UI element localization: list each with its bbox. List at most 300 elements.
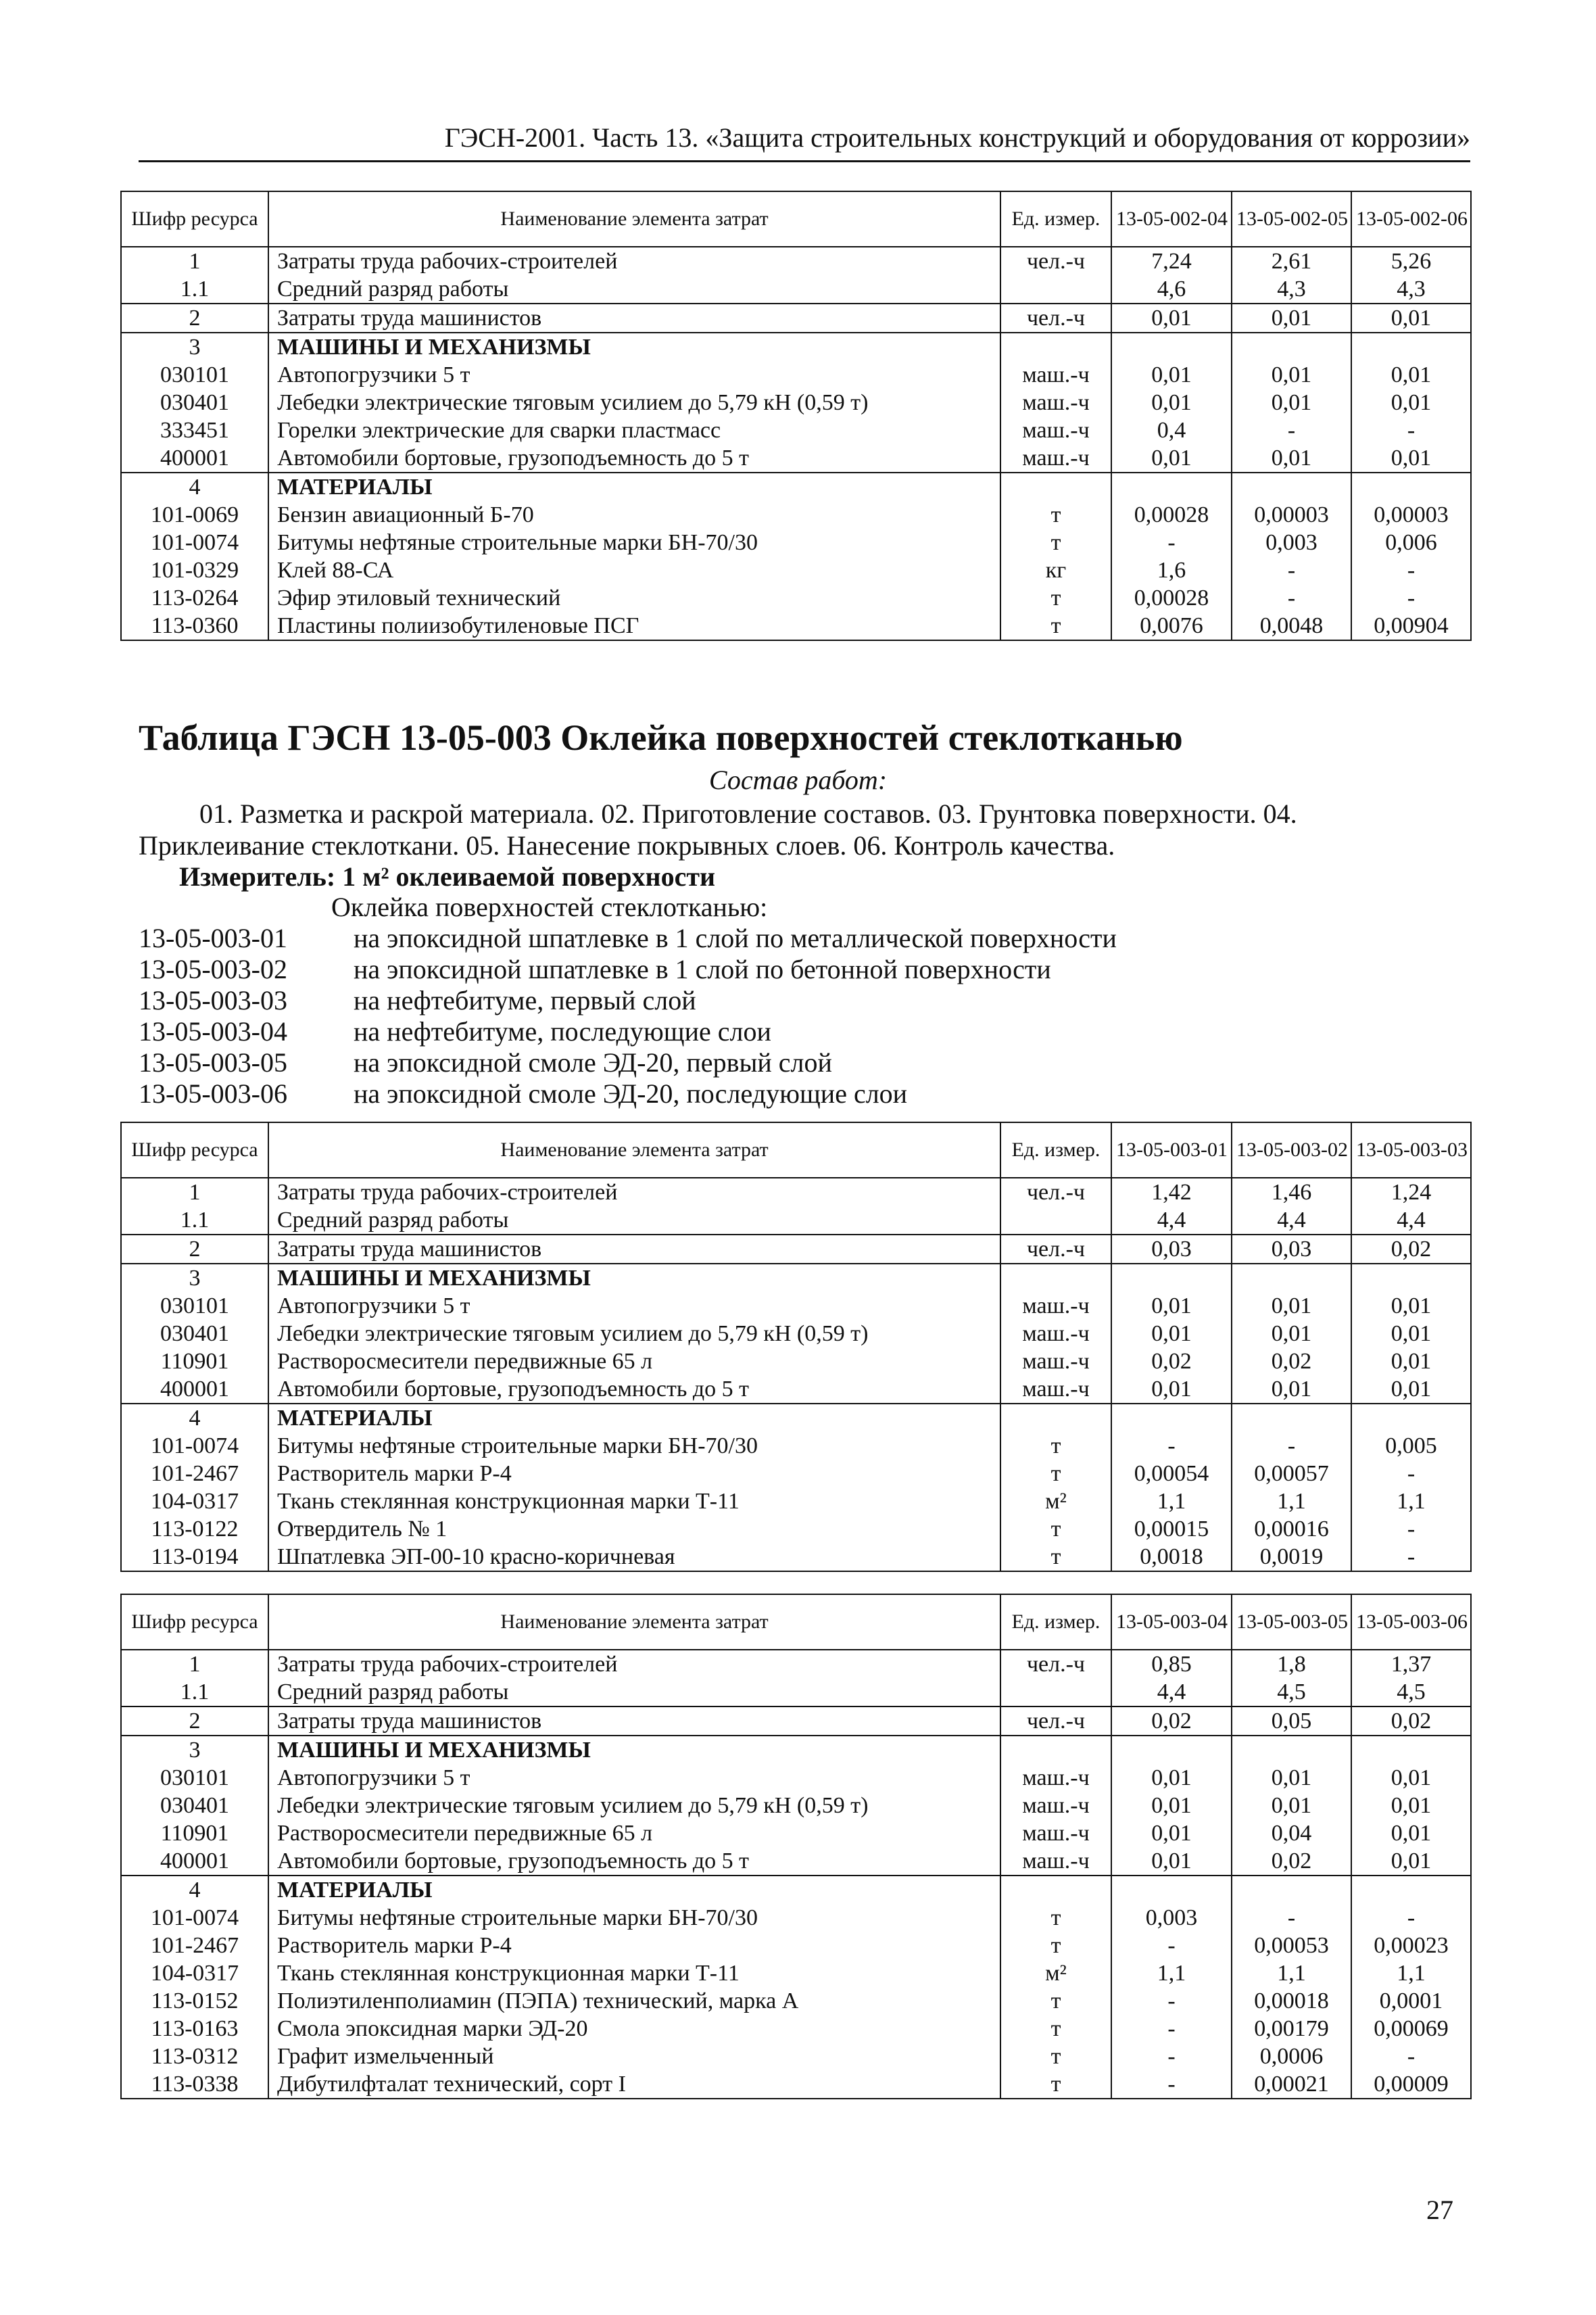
cell-code: 110901 [121,1819,268,1847]
cell-value: 0,00015 [1111,1515,1232,1543]
works-line-2: Приклеивание стеклоткани. 05. Нанесение покрывных слоев. 06. Контроль качества. [139,830,1115,861]
header-col: 13-05-002-05 [1232,191,1351,247]
cell-value: 0,00028 [1111,501,1232,529]
cell-value: 0,01 [1232,1792,1351,1819]
cell-code: 333451 [121,416,268,444]
cell-unit [1000,1404,1111,1432]
cell-value: 0,01 [1351,1347,1471,1375]
cell-unit [1000,275,1111,304]
cell-unit: т [1000,1904,1111,1932]
measure-unit: Измеритель: 1 м² оклеиваемой поверхности [179,861,716,892]
cell-code: 4 [121,1404,268,1432]
table-row [121,361,1471,389]
table-header-row [121,1122,1471,1178]
cell-value: 1,37 [1351,1650,1471,1678]
cell-value: - [1111,1432,1232,1460]
section-subtitle: Состав работ: [708,765,888,795]
cell-value: 0,00904 [1351,612,1471,640]
cell-value: 0,01 [1351,1792,1471,1819]
cell-value: - [1351,1543,1471,1571]
cell-value: 1,1 [1111,1487,1232,1515]
cell-code: 030401 [121,389,268,416]
table-row [121,1792,1471,1819]
variant-code: 13-05-003-03 [139,985,287,1016]
page-header: ГЭСН-2001. Часть 13. «Защита строительных конструкций и оборудования от коррозии» [139,122,1470,162]
table-row [121,1264,1471,1292]
cell-value: 0,00018 [1232,1987,1351,2015]
cell-value: 1,42 [1111,1178,1232,1206]
cell-value: 0,01 [1232,444,1351,473]
cell-name: Затраты труда рабочих-строителей [268,1650,1000,1678]
variant-code: 13-05-003-06 [139,1078,287,1109]
table-row [121,416,1471,444]
table-row [121,1178,1471,1206]
cell-value: 0,01 [1232,304,1351,333]
works-description [139,798,1470,861]
table-row [121,275,1471,304]
cell-unit: чел.-ч [1000,304,1111,333]
table-row [121,529,1471,556]
header-unit: Ед. измер. [1000,1594,1111,1650]
cell-value: 0,01 [1351,361,1471,389]
cell-value: 0,02 [1232,1847,1351,1876]
variant-text: на нефтебитуме, первый слой [354,985,696,1016]
variant-item [139,1078,1117,1109]
header-col: 13-05-003-01 [1111,1122,1232,1178]
cell-name: Затраты труда машинистов [268,1707,1000,1736]
cell-value: 4,4 [1111,1206,1232,1235]
cell-code: 3 [121,1736,268,1764]
cell-name: Лебедки электрические тяговым усилием до 5,79 кН (0,59 т) [268,1792,1000,1819]
cell-code: 4 [121,1876,268,1904]
cell-unit: маш.-ч [1000,361,1111,389]
cell-value: 0,00003 [1232,501,1351,529]
cell-name: МАШИНЫ И МЕХАНИЗМЫ [268,333,1000,361]
header-code: Шифр ресурса [121,1122,268,1178]
cell-value: 0,00053 [1232,1932,1351,1959]
cell-value [1111,1404,1232,1432]
cell-value: - [1111,1987,1232,2015]
cell-code: 101-2467 [121,1932,268,1959]
cell-value: 0,01 [1111,1292,1232,1320]
cell-value: 0,01 [1351,1292,1471,1320]
section-title: Таблица ГЭСН 13-05-003 Оклейка поверхностей стеклотканью [139,717,1183,758]
cell-code: 030101 [121,1764,268,1792]
cell-value: 0,01 [1351,1819,1471,1847]
table-row [121,1987,1471,2015]
cell-unit: м² [1000,1959,1111,1987]
table-row [121,584,1471,612]
cell-code: 1 [121,247,268,275]
cell-value: 0,05 [1232,1707,1351,1736]
cell-value [1351,473,1471,501]
cell-unit: т [1000,612,1111,640]
cell-name: Автомобили бортовые, грузоподъемность до 5 т [268,1847,1000,1876]
cell-value: 4,4 [1232,1206,1351,1235]
cell-unit: чел.-ч [1000,1235,1111,1264]
cell-name: Горелки электрические для сварки пластмасс [268,416,1000,444]
cell-value: 0,02 [1351,1707,1471,1736]
cell-value: - [1351,584,1471,612]
cell-unit: т [1000,1460,1111,1487]
cell-value: - [1232,416,1351,444]
table-row [121,1347,1471,1375]
cell-value: 0,006 [1351,529,1471,556]
cell-code: 400001 [121,1375,268,1404]
cell-value: 0,0018 [1111,1543,1232,1571]
table-row [121,501,1471,529]
cell-unit [1000,1736,1111,1764]
cell-unit: маш.-ч [1000,444,1111,473]
cell-name: МАШИНЫ И МЕХАНИЗМЫ [268,1264,1000,1292]
cell-unit: маш.-ч [1000,1819,1111,1847]
cell-name: Растворосмесители передвижные 65 л [268,1347,1000,1375]
cell-unit: чел.-ч [1000,1707,1111,1736]
cell-value: 0,00016 [1232,1515,1351,1543]
cell-value: 1,1 [1111,1959,1232,1987]
table-row [121,1678,1471,1707]
cell-code: 101-0074 [121,1432,268,1460]
table-row [121,556,1471,584]
cell-value: - [1111,529,1232,556]
cell-name: Растворосмесители передвижные 65 л [268,1819,1000,1847]
cell-code: 1 [121,1178,268,1206]
cell-value [1351,1264,1471,1292]
variant-text: на эпоксидной шпатлевке в 1 слой по металлической поверхности [354,923,1117,953]
cell-unit: маш.-ч [1000,1847,1111,1876]
cell-value: 0,00023 [1351,1932,1471,1959]
cell-name: Растворитель марки Р-4 [268,1460,1000,1487]
cell-name: Автопогрузчики 5 т [268,361,1000,389]
cell-value: 0,01 [1232,1375,1351,1404]
cell-code: 104-0317 [121,1959,268,1987]
cell-unit: т [1000,1432,1111,1460]
cell-name: Ткань стеклянная конструкционная марки Т-11 [268,1959,1000,1987]
variant-code: 13-05-003-05 [139,1047,287,1078]
variant-code: 13-05-003-02 [139,954,287,984]
cell-unit: маш.-ч [1000,389,1111,416]
cell-value: 4,3 [1232,275,1351,304]
cell-unit: т [1000,2015,1111,2043]
cell-value: 4,5 [1232,1678,1351,1707]
cell-value [1232,1404,1351,1432]
cell-value [1232,1736,1351,1764]
cell-name: Автопогрузчики 5 т [268,1292,1000,1320]
cell-value: 0,01 [1111,1819,1232,1847]
cell-unit: т [1000,2070,1111,2099]
table-header-row [121,191,1471,247]
cell-name: Затраты труда рабочих-строителей [268,247,1000,275]
table-row [121,304,1471,333]
cell-value: 0,0001 [1351,1987,1471,2015]
cell-name: Автомобили бортовые, грузоподъемность до 5 т [268,444,1000,473]
cell-code: 2 [121,1707,268,1736]
cell-value: 0,00057 [1232,1460,1351,1487]
cell-value: - [1111,2015,1232,2043]
cell-value: 0,0006 [1232,2043,1351,2070]
header-col: 13-05-002-06 [1351,191,1471,247]
cell-name: Полиэтиленполиамин (ПЭПА) технический, марка А [268,1987,1000,2015]
cell-name: Смола эпоксидная марки ЭД-20 [268,2015,1000,2043]
cell-value: 1,1 [1351,1959,1471,1987]
table-row [121,1487,1471,1515]
cell-value: - [1232,1904,1351,1932]
cell-code: 2 [121,304,268,333]
cell-value: 0,01 [1351,389,1471,416]
cell-value: 0,0076 [1111,612,1232,640]
table-row [121,389,1471,416]
cell-value: 0,01 [1111,361,1232,389]
cell-unit: чел.-ч [1000,1650,1111,1678]
cell-unit: чел.-ч [1000,1178,1111,1206]
header-col: 13-05-003-04 [1111,1594,1232,1650]
cell-name: Дибутилфталат технический, сорт I [268,2070,1000,2099]
cell-code: 113-0338 [121,2070,268,2099]
cell-value: 0,03 [1232,1235,1351,1264]
cell-value: - [1351,1515,1471,1543]
cell-unit [1000,1876,1111,1904]
cell-value: 0,00069 [1351,2015,1471,2043]
cell-name: МАТЕРИАЛЫ [268,1404,1000,1432]
cell-value [1111,473,1232,501]
cell-unit: маш.-ч [1000,1375,1111,1404]
table-header-row [121,1594,1471,1650]
cell-value: 0,02 [1111,1347,1232,1375]
cell-unit [1000,333,1111,361]
cell-code: 3 [121,1264,268,1292]
cell-value [1232,1876,1351,1904]
cell-value: 0,01 [1111,1320,1232,1347]
table-row [121,1375,1471,1404]
cell-value: 0,02 [1351,1235,1471,1264]
cell-unit [1000,1678,1111,1707]
cell-unit: маш.-ч [1000,1764,1111,1792]
cell-code: 4 [121,473,268,501]
cell-code: 113-0360 [121,612,268,640]
table-row [121,1235,1471,1264]
variant-text: на эпоксидной шпатлевке в 1 слой по бетонной поверхности [354,954,1051,984]
cell-value [1351,333,1471,361]
cell-code: 030101 [121,361,268,389]
cell-value: 0,0048 [1232,612,1351,640]
cell-value: 2,61 [1232,247,1351,275]
cell-code: 101-0074 [121,529,268,556]
variant-item [139,922,1117,953]
cell-value: 0,01 [1351,1847,1471,1876]
table-row [121,1543,1471,1571]
cell-value: 1,24 [1351,1178,1471,1206]
table-row [121,1847,1471,1876]
table-row [121,473,1471,501]
cell-value: 0,01 [1111,304,1232,333]
cell-value: - [1111,2070,1232,2099]
cell-value: - [1111,1932,1232,1959]
cell-value: 0,01 [1111,444,1232,473]
variant-item [139,984,1117,1016]
cell-value: 1,8 [1232,1650,1351,1678]
header-name: Наименование элемента затрат [268,1122,1000,1178]
cell-code: 030401 [121,1320,268,1347]
cell-name: МАТЕРИАЛЫ [268,473,1000,501]
cell-name: Бензин авиационный Б-70 [268,501,1000,529]
cell-name: Эфир этиловый технический [268,584,1000,612]
table-row [121,333,1471,361]
cell-code: 113-0152 [121,1987,268,2015]
cell-name: Отвердитель № 1 [268,1515,1000,1543]
table-row [121,1932,1471,1959]
cell-code: 113-0264 [121,584,268,612]
cell-value: 0,85 [1111,1650,1232,1678]
cell-name: Растворитель марки Р-4 [268,1932,1000,1959]
cell-unit: маш.-ч [1000,1292,1111,1320]
table-row [121,612,1471,640]
cell-value: 0,00054 [1111,1460,1232,1487]
cell-value: 0,03 [1111,1235,1232,1264]
cell-value [1232,1264,1351,1292]
cell-unit: т [1000,2043,1111,2070]
cell-value [1111,1264,1232,1292]
cell-value: - [1351,2043,1471,2070]
cell-value: 1,46 [1232,1178,1351,1206]
cell-value: 0,0019 [1232,1543,1351,1571]
cell-value: 4,4 [1111,1678,1232,1707]
cell-code: 104-0317 [121,1487,268,1515]
cell-value: 0,00003 [1351,501,1471,529]
cell-value: 4,5 [1351,1678,1471,1707]
cell-value: 0,01 [1232,1320,1351,1347]
cell-value: 1,6 [1111,556,1232,584]
header-name: Наименование элемента затрат [268,191,1000,247]
cell-value: 5,26 [1351,247,1471,275]
header-col: 13-05-003-06 [1351,1594,1471,1650]
table-row [121,1959,1471,1987]
cell-unit: т [1000,584,1111,612]
cell-name: Шпатлевка ЭП-00-10 красно-коричневая [268,1543,1000,1571]
cell-value: 1,1 [1232,1959,1351,1987]
works-line-1: 01. Разметка и раскрой материала. 02. Приготовление составов. 03. Грунтовка поверхности. 04. [199,798,1297,829]
cell-code: 113-0122 [121,1515,268,1543]
cost-table-3 [120,1594,1472,2099]
table-row [121,1736,1471,1764]
cell-value: 0,01 [1351,1320,1471,1347]
variant-text: на нефтебитуме, последующие слои [354,1016,771,1047]
cell-name: Битумы нефтяные строительные марки БН-70/30 [268,1904,1000,1932]
cell-value [1111,1736,1232,1764]
cell-unit: маш.-ч [1000,1347,1111,1375]
cell-code: 400001 [121,444,268,473]
cell-code: 113-0312 [121,2043,268,2070]
variant-code: 13-05-003-04 [139,1016,287,1047]
cost-table-2 [120,1122,1472,1572]
cell-value: 0,04 [1232,1819,1351,1847]
cell-unit: т [1000,501,1111,529]
table-row [121,1292,1471,1320]
cell-name: Средний разряд работы [268,1678,1000,1707]
cell-name: Средний разряд работы [268,275,1000,304]
table-row [121,1876,1471,1904]
cell-value: 0,005 [1351,1432,1471,1460]
cell-value: 1,1 [1351,1487,1471,1515]
cell-value: 0,02 [1111,1707,1232,1736]
table-row [121,1707,1471,1736]
cell-code: 030401 [121,1792,268,1819]
cell-unit: маш.-ч [1000,1320,1111,1347]
cell-code: 101-2467 [121,1460,268,1487]
table-row [121,1404,1471,1432]
cell-value: - [1232,584,1351,612]
table-row [121,1904,1471,1932]
cell-name: МАШИНЫ И МЕХАНИЗМЫ [268,1736,1000,1764]
cell-code: 101-0074 [121,1904,268,1932]
variant-code: 13-05-003-01 [139,923,287,953]
cell-code: 113-0163 [121,2015,268,2043]
cell-value: 0,01 [1351,1375,1471,1404]
cell-name: Лебедки электрические тяговым усилием до 5,79 кН (0,59 т) [268,1320,1000,1347]
cell-name: Средний разряд работы [268,1206,1000,1235]
cell-code: 1.1 [121,1678,268,1707]
cell-unit: т [1000,1987,1111,2015]
cell-value: 7,24 [1111,247,1232,275]
table-row [121,2043,1471,2070]
cell-value: - [1351,1460,1471,1487]
cell-value: 0,01 [1232,1764,1351,1792]
cell-unit [1000,473,1111,501]
header-code: Шифр ресурса [121,1594,268,1650]
page-number: 27 [1426,2195,1453,2225]
header-col: 13-05-003-02 [1232,1122,1351,1178]
cell-value [1111,333,1232,361]
cell-value [1232,333,1351,361]
cost-table-1 [120,191,1472,641]
cell-value: 0,01 [1232,1292,1351,1320]
cell-value: 0,02 [1232,1347,1351,1375]
cell-value: 0,003 [1111,1904,1232,1932]
cell-value: - [1351,556,1471,584]
cell-code: 1.1 [121,275,268,304]
cell-value: 0,00179 [1232,2015,1351,2043]
cell-value: 0,01 [1111,1792,1232,1819]
header-unit: Ед. измер. [1000,191,1111,247]
cell-value: 0,01 [1111,1764,1232,1792]
cell-value [1351,1876,1471,1904]
cell-value: - [1111,2043,1232,2070]
cell-code: 3 [121,333,268,361]
cell-value: 0,003 [1232,529,1351,556]
cell-unit: т [1000,1543,1111,1571]
cell-value: - [1232,556,1351,584]
cell-value: 0,01 [1111,1375,1232,1404]
header-code: Шифр ресурса [121,191,268,247]
cell-value: 0,01 [1351,444,1471,473]
cell-code: 2 [121,1235,268,1264]
cell-unit: м² [1000,1487,1111,1515]
cell-unit: т [1000,1515,1111,1543]
measure-title: Оклейка поверхностей стеклотканью: [331,892,768,922]
cell-code: 030101 [121,1292,268,1320]
header-name: Наименование элемента затрат [268,1594,1000,1650]
cell-name: Лебедки электрические тяговым усилием до 5,79 кН (0,59 т) [268,389,1000,416]
variant-item [139,953,1117,984]
cell-value [1232,473,1351,501]
cell-value: 4,4 [1351,1206,1471,1235]
variants-list [139,922,1117,1109]
cell-value [1111,1876,1232,1904]
cell-value: 0,00028 [1111,584,1232,612]
cell-name: Битумы нефтяные строительные марки БН-70/30 [268,529,1000,556]
table-row [121,444,1471,473]
table-row [121,247,1471,275]
cell-value: 0,01 [1232,389,1351,416]
